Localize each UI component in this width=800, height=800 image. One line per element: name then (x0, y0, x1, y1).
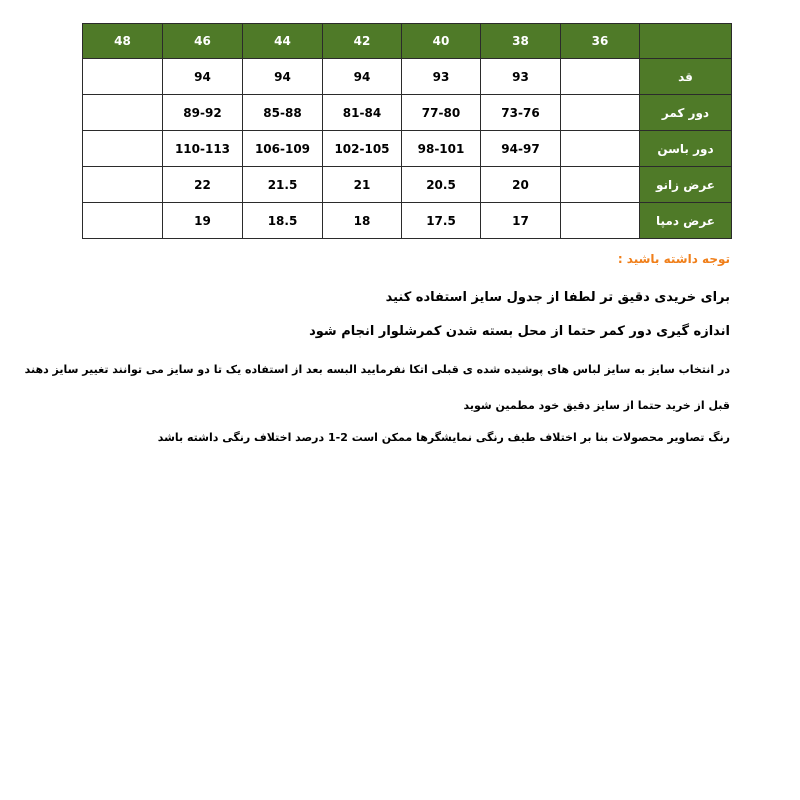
table-cell: 22 (163, 167, 243, 203)
row-label-length: قد (640, 59, 732, 95)
row-label-waist: دور کمر (640, 95, 732, 131)
table-cell: 17.5 (402, 203, 481, 239)
header-cell-size-42: 42 (323, 24, 402, 59)
header-cell-size-40: 40 (402, 24, 481, 59)
table-row-hip (83, 131, 732, 167)
table-cell: 85-88 (243, 95, 323, 131)
table-row-hem-width (83, 203, 732, 239)
table-cell: 73-76 (481, 95, 561, 131)
table-cell: 21 (323, 167, 402, 203)
table-cell: 93 (481, 59, 561, 95)
table-cell: 18.5 (243, 203, 323, 239)
table-cell: 18 (323, 203, 402, 239)
header-cell-size-46: 46 (163, 24, 243, 59)
header-cell-size-38: 38 (481, 24, 561, 59)
table-cell: 20.5 (402, 167, 481, 203)
table-cell (561, 59, 640, 95)
note-previous-clothes: در انتخاب سایز به سایز لباس های پوشیده شده ی قبلی اتکا نفرمایید البسه بعد از استفاده یک تا دو سایز می توانند تغییر سایز دهند (24, 363, 730, 376)
table-cell: 94 (323, 59, 402, 95)
row-label-knee-width: عرض زانو (640, 167, 732, 203)
table-cell: 106-109 (243, 131, 323, 167)
header-cell-corner (640, 24, 732, 59)
table-cell: 94 (163, 59, 243, 95)
table-cell: 110-113 (163, 131, 243, 167)
table-cell: 93 (402, 59, 481, 95)
note-verify-size: قبل از خرید حتما از سایز دقیق خود مطمین شوید (463, 399, 730, 412)
table-cell (561, 203, 640, 239)
table-cell: 89-92 (163, 95, 243, 131)
size-chart-table (82, 23, 732, 239)
row-label-hem-width: عرض دمپا (640, 203, 732, 239)
table-cell: 81-84 (323, 95, 402, 131)
table-cell (83, 95, 163, 131)
table-cell: 19 (163, 203, 243, 239)
note-color-difference: رنگ تصاویر محصولات بنا بر اختلاف طیف رنگی نمایشگرها ممکن است 2-1 درصد اختلاف رنگی داشته باشد (157, 431, 730, 444)
table-cell (561, 131, 640, 167)
note-waist-measurement: اندازه گیری دور کمر حتما از محل بسته شدن کمرشلوار انجام شود (309, 324, 730, 339)
table-cell (83, 131, 163, 167)
header-cell-size-36: 36 (561, 24, 640, 59)
table-header-row (83, 24, 732, 59)
table-cell (83, 59, 163, 95)
row-label-hip: دور باسن (640, 131, 732, 167)
table-cell: 17 (481, 203, 561, 239)
table-row-knee-width (83, 167, 732, 203)
table-row-waist (83, 95, 732, 131)
notes-heading: توجه داشته باشید : (617, 252, 730, 266)
table-cell: 94 (243, 59, 323, 95)
table-cell: 20 (481, 167, 561, 203)
header-cell-size-44: 44 (243, 24, 323, 59)
table-cell (561, 95, 640, 131)
header-cell-size-48: 48 (83, 24, 163, 59)
note-size-chart: برای خریدی دقیق تر لطفا از جدول سایز استفاده کنید (385, 290, 730, 305)
table-cell (561, 167, 640, 203)
table-cell (83, 203, 163, 239)
table-cell (83, 167, 163, 203)
table-cell: 102-105 (323, 131, 402, 167)
table-row-length (83, 59, 732, 95)
table-cell: 21.5 (243, 167, 323, 203)
table-cell: 98-101 (402, 131, 481, 167)
table-cell: 94-97 (481, 131, 561, 167)
table-cell: 77-80 (402, 95, 481, 131)
